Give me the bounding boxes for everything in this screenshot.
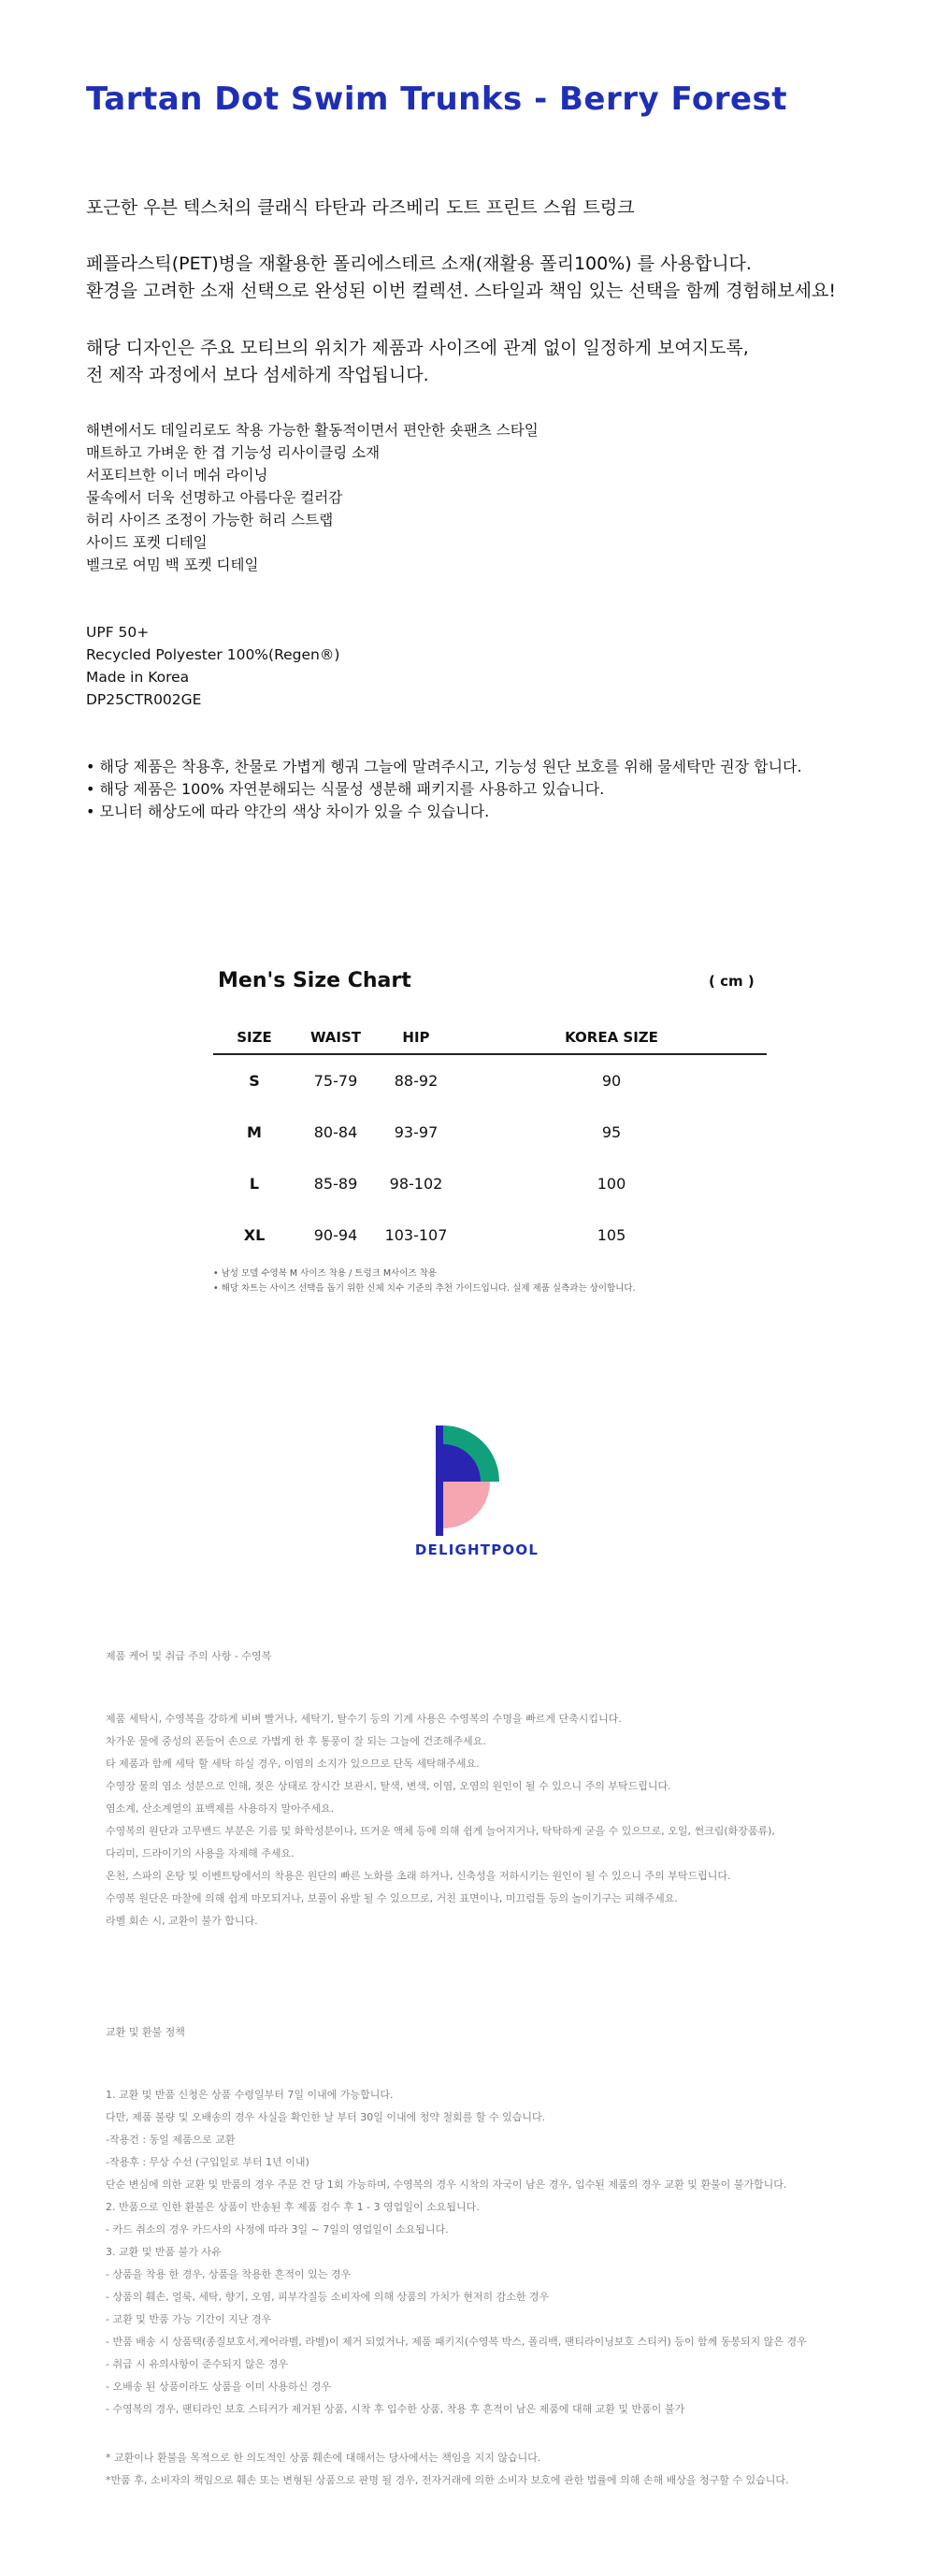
size-chart-notes xyxy=(213,1266,636,1296)
column-header: KOREA SIZE xyxy=(456,1021,767,1054)
size-cell: XL xyxy=(243,1226,266,1244)
exchange-item: 단순 변심에 의한 교환 및 반품의 경우 주문 건 당 1회 가능하며, 수영복의 경우 시착의 자국이 남은 경우, 입수된 제품의 경우 교환 및 환불이 불가합니다. xyxy=(106,2178,787,2191)
product-title: Tartan Dot Swim Trunks - Berry Forest xyxy=(86,80,788,118)
hip-cell: 88-92 xyxy=(394,1072,439,1090)
spec-item: Made in Korea xyxy=(86,669,190,686)
exchange-item: - 교환 및 반품 가능 기간이 지난 경우 xyxy=(106,2313,272,2325)
spec-item: DP25CTR002GE xyxy=(86,691,202,708)
size-chart-note: • 해당 차트는 사이즈 선택을 돕기 위한 신체 치수 기준의 추천 가이드입니다. 실제 제품 실측과는 상이합니다. xyxy=(213,1283,636,1294)
table-row xyxy=(213,1107,767,1158)
waist-cell: 75-79 xyxy=(313,1072,358,1090)
feature-item: 서포티브한 이너 메쉬 라이닝 xyxy=(86,467,268,484)
hip-cell: 98-102 xyxy=(389,1175,443,1193)
column-header: HIP xyxy=(376,1021,456,1054)
notice-item: • 해당 제품은 100% 자연분해되는 식물성 생분해 패키지를 사용하고 있습니다. xyxy=(86,780,605,798)
care-item: 차가운 물에 중성의 폰들어 손으로 가볍게 한 후 통풍이 잘 되는 그늘에 건조해주세요. xyxy=(106,1735,486,1747)
feature-item: 해변에서도 데일리로도 착용 가능한 활동적이면서 편안한 숏팬츠 스타일 xyxy=(86,422,539,439)
exchange-item: - 오배송 된 상품이라도 상품을 이미 사용하신 경우 xyxy=(106,2381,331,2393)
korea-size-cell: 95 xyxy=(601,1123,622,1141)
table-row xyxy=(213,1054,767,1107)
feature-item: 사이드 포켓 디테일 xyxy=(86,534,208,551)
column-header: SIZE xyxy=(213,1021,295,1054)
product-tagline: 포근한 우븐 텍스처의 클래식 타탄과 라즈베리 도트 프린트 스윔 트렁크 xyxy=(86,197,635,218)
size-cell: M xyxy=(247,1123,262,1141)
care-item: 타 제품과 함께 세탁 할 세탁 하실 경우, 이염의 소지가 있으므로 단독 세탁해주세요. xyxy=(106,1758,480,1770)
exchange-item: - 상품의 훼손, 얼룩, 세탁, 향기, 오염, 피부각질등 소비자에 의해 상품의 가치가 현저히 감소한 경우 xyxy=(106,2291,550,2303)
notice-item: • 모니터 해상도에 따라 약간의 색상 차이가 있을 수 있습니다. xyxy=(86,803,490,820)
feature-item: 매트하고 가벼운 한 겹 기능성 리사이클링 소재 xyxy=(86,444,381,461)
delightpool-logo-mark-icon xyxy=(421,1425,533,1538)
exchange-item: - 수영복의 경우, 팬티라인 보호 스티커가 제거된 상품, 시착 후 입수한 상품, 착용 후 흔적이 남은 제품에 대해 교환 및 반품이 불가 xyxy=(106,2403,685,2415)
exchange-footnote: *반품 후, 소비자의 책임으로 훼손 또는 변형된 상품으로 판명 될 경우, 전자거래에 의한 소비자 보호에 관한 법률에 의해 손해 배상을 청구할 수 있습니다. xyxy=(106,2474,789,2486)
feature-item: 물속에서 더욱 선명하고 아름다운 컬러감 xyxy=(86,489,343,506)
care-item: 라벨 회손 시, 교환이 불가 합니다. xyxy=(106,1915,258,1927)
care-item: 염소계, 산소계열의 표백제를 사용하지 말아주세요. xyxy=(106,1802,335,1815)
exchange-item: -작용후 : 무상 수선 (구입일로 부터 1년 이내) xyxy=(106,2156,309,2168)
size-table-header-row xyxy=(213,1021,767,1054)
size-chart-title: Men's Size Chart xyxy=(218,969,411,992)
care-item: 온천, 스파의 온탕 및 이벤트탕에서의 착용은 원단의 빠른 노화를 초래 하거나, 신축성을 저하시키는 원인이 될 수 있으니 주의 부탁드립니다. xyxy=(106,1870,731,1882)
notice-item: • 해당 제품은 착용후, 찬물로 가볍게 헹궈 그늘에 말려주시고, 기능성 원단 보호를 위해 물세탁만 권장 합니다. xyxy=(86,758,802,775)
exchange-item: 3. 교환 및 반품 불가 사유 xyxy=(106,2246,222,2258)
exchange-item: - 카드 취소의 경우 카드사의 사정에 따라 3일 ~ 7일의 영업일이 소요됩니다. xyxy=(106,2223,449,2236)
exchange-footnote: * 교환이나 환불을 목적으로 한 의도적인 상품 훼손에 대해서는 당사에서는 책임을 지지 않습니다. xyxy=(106,2452,541,2464)
size-cell: L xyxy=(249,1175,260,1193)
exchange-item: 다만, 제품 불량 및 오배송의 경우 사실을 확인한 날 부터 30일 이내에 청약 철회를 할 수 있습니다. xyxy=(106,2111,546,2123)
exchange-item: - 반품 배송 시 상품택(종질보호서,케어라벨, 라벨)이 제거 되었거나, 제품 패키지(수영복 박스, 폴리백, 팬티라이닝보호 스티커) 등이 함께 동봉되지 않은 경우 xyxy=(106,2336,807,2348)
size-chart-note: • 남성 모델 수영복 M 사이즈 착용 / 트렁크 M사이즈 착용 xyxy=(213,1268,437,1279)
size-cell: S xyxy=(249,1072,260,1090)
table-row xyxy=(213,1209,767,1261)
waist-cell: 85-89 xyxy=(313,1175,358,1193)
care-item: 수영복의 원단과 고무밴드 부분은 기름 및 화학성분이나, 뜨거운 액체 등에 의해 쉽게 늘어지거나, 탁탁하게 굳을 수 있으므로, 오일, 썬크림(화장품류), xyxy=(106,1825,775,1837)
eco-line: 페플라스틱(PET)병을 재활용한 폴리에스테르 소재(재활용 폴리100%) 를 사용합니다. xyxy=(86,253,752,274)
size-table xyxy=(213,1021,767,1261)
exchange-item: 1. 교환 및 반품 신청은 상품 수령일부터 7일 이내에 가능합니다. xyxy=(106,2089,394,2101)
exchange-item: 2. 반품으로 인한 환불은 상품이 반송된 후 제품 검수 후 1 - 3 영업일이 소요됩니다. xyxy=(106,2201,480,2213)
hip-cell: 103-107 xyxy=(384,1226,448,1244)
korea-size-cell: 90 xyxy=(601,1072,622,1090)
brand-name: DELIGHTPOOL xyxy=(414,1541,539,1558)
design-line: 해당 디자인은 주요 모티브의 위치가 제품과 사이즈에 관계 없이 일정하게 보여지도록, xyxy=(86,338,749,358)
exchange-item: - 상품을 착용 한 경우, 상품을 착용한 흔적이 있는 경우 xyxy=(106,2268,352,2280)
size-chart-unit: ( cm ) xyxy=(709,973,755,990)
exchange-item: -작용건 : 동일 제품으로 교환 xyxy=(106,2134,236,2146)
spec-item: UPF 50+ xyxy=(86,624,150,641)
waist-cell: 90-94 xyxy=(313,1226,358,1244)
spec-item: Recycled Polyester 100%(Regen®) xyxy=(86,646,340,663)
care-item: 수영장 물의 염소 성분으로 인해, 젖은 상태로 장시간 보관시, 탈색, 변색, 이염, 오염의 원인이 될 수 있으니 주의 부탁드립니다. xyxy=(106,1780,671,1792)
hip-cell: 93-97 xyxy=(394,1123,439,1141)
care-item: 수영복 원단은 마찰에 의해 쉽게 마모되거나, 보풀이 유발 될 수 있으므로, 거친 표면이나, 미끄럼틀 등의 놀이기구는 피해주세요. xyxy=(106,1892,678,1904)
exchange-item: - 취급 시 유의사항이 준수되지 않은 경우 xyxy=(106,2358,288,2370)
care-item: 제품 세탁시, 수영복을 강하게 비벼 빨거나, 세탁기, 탈수기 등의 기계 사용은 수영복의 수명을 빠르게 단축시킵니다. xyxy=(106,1713,622,1725)
exchange-heading: 교환 및 환불 정책 xyxy=(106,2026,185,2038)
feature-item: 벨크로 여밈 백 포켓 디테일 xyxy=(86,557,259,573)
eco-line: 환경을 고려한 소재 선택으로 완성된 이번 컬렉션. 스타일과 책임 있는 선택을 함께 경험해보세요! xyxy=(86,281,836,301)
design-line: 전 제작 과정에서 보다 섬세하게 작업됩니다. xyxy=(86,365,429,385)
care-item: 다리미, 드라이기의 사용을 자제해 주세요. xyxy=(106,1847,295,1860)
care-heading: 제품 케어 및 취급 주의 사항 - 수영복 xyxy=(106,1650,272,1662)
table-row xyxy=(213,1158,767,1209)
korea-size-cell: 100 xyxy=(597,1175,626,1193)
brand-logo xyxy=(414,1425,539,1558)
column-header: WAIST xyxy=(295,1021,376,1054)
korea-size-cell: 105 xyxy=(597,1226,626,1244)
feature-item: 허리 사이즈 조정이 가능한 허리 스트랩 xyxy=(86,512,334,528)
waist-cell: 80-84 xyxy=(313,1123,358,1141)
